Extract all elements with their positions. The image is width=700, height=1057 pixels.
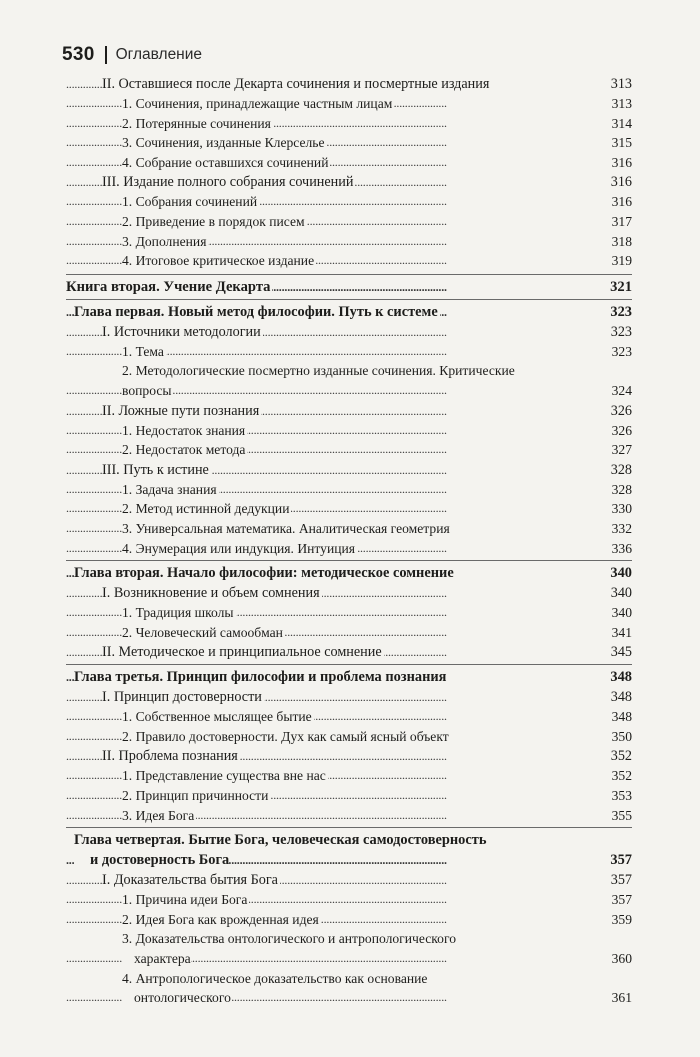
toc-entry-title: 2. Метод истинной дедукции — [122, 501, 290, 517]
toc-entry-sub — [66, 153, 632, 173]
toc-entry-page-number: 348 — [597, 707, 632, 727]
toc-entry-title: 1. Представление существа вне нас — [122, 768, 326, 784]
toc-entry-title: 4. Итоговое критическое издание — [122, 253, 315, 269]
toc-entry-title: 2. Принцип причинности — [122, 788, 269, 804]
toc-entry-title-line2: вопросы — [122, 382, 172, 398]
toc-entry-page-number: 328 — [597, 480, 632, 500]
toc-entry-title: Глава вторая. Начало философии: методическое сомнение — [74, 565, 454, 582]
toc-entry-sub — [66, 480, 632, 500]
toc-entry-title: I. Возникновение и объем сомнения — [102, 585, 320, 602]
toc-entry-title: II. Проблема познания — [102, 748, 238, 765]
toc-entry-sub — [66, 623, 632, 643]
page-header — [62, 44, 202, 66]
toc-entry-page-number: 313 — [597, 74, 632, 94]
toc-entry-sub — [66, 212, 632, 232]
toc-entry-chapter — [66, 560, 632, 583]
toc-entry-page-number: 357 — [597, 890, 632, 910]
toc-entry-page-number: 348 — [597, 687, 632, 707]
toc-entry-section — [66, 322, 632, 342]
toc-entry-page-number: 357 — [597, 870, 632, 890]
toc-entry-title: 2. Приведение в порядок писем — [122, 213, 305, 229]
toc-entry-page-number: 341 — [597, 623, 632, 643]
toc-entry-page-number: 319 — [597, 251, 632, 271]
toc-entry-title: II. Ложные пути познания — [102, 402, 260, 419]
toc-entry-sub — [66, 499, 632, 519]
toc-entry-section — [66, 687, 632, 707]
toc-entry-chapter — [66, 664, 632, 687]
toc-entry-title: 1. Тема — [122, 343, 164, 359]
toc-entry-chapter — [66, 827, 632, 870]
toc-entry-title: 1. Собственное мыслящее бытие — [122, 709, 312, 725]
toc-entry-sub — [66, 539, 632, 559]
toc-entry-page-number: 355 — [597, 806, 632, 826]
toc-entry-title: Книга вторая. Учение Декарта — [66, 278, 271, 295]
toc-entry-page-number: 316 — [597, 153, 632, 173]
toc-entry-title: 1. Причина идеи Бога — [122, 892, 248, 908]
toc-entry-page-number: 361 — [597, 988, 632, 1008]
toc-entry-title: 2. Потерянные сочинения — [122, 115, 271, 131]
toc-entry-title-line1: 4. Антропологическое доказательство как основание — [122, 970, 428, 986]
toc-entry-title-line2: онтологического — [122, 990, 231, 1005]
toc-entry-section — [66, 870, 632, 890]
toc-entry-title: 1. Недостаток знания — [122, 422, 246, 438]
toc-entry-sub — [66, 727, 632, 747]
toc-entry-page-number: 360 — [597, 949, 632, 969]
table-of-contents — [66, 74, 632, 1008]
toc-entry-page-number: 328 — [597, 460, 632, 480]
toc-entry-page-number: 321 — [597, 277, 632, 297]
toc-entry-title: 1. Традиция школы — [122, 605, 234, 621]
toc-entry-title — [122, 969, 598, 1008]
toc-entry-page-number: 348 — [597, 667, 632, 687]
toc-entry-sub — [66, 440, 632, 460]
toc-entry-page-number: 327 — [597, 440, 632, 460]
toc-entry-page-number: 323 — [597, 342, 632, 362]
toc-entry-sub — [66, 786, 632, 806]
toc-entry-page-number: 323 — [597, 322, 632, 342]
toc-entry-title: 2. Идея Бога как врожденная идея — [122, 911, 319, 927]
toc-entry-title: 1. Собрания сочинений — [122, 194, 258, 210]
toc-entry-title: 1. Сочинения, принадлежащие частным лицам — [122, 96, 393, 111]
page-number: 530 — [62, 44, 95, 65]
toc-entry-sub — [66, 806, 632, 826]
toc-entry-title: III. Путь к истине — [102, 461, 209, 478]
toc-entry-page-number: 313 — [597, 94, 632, 114]
toc-entry-page-number: 352 — [597, 766, 632, 786]
toc-entry-title-line2: и достоверность Бога — [74, 852, 229, 868]
toc-entry-page-number: 357 — [597, 850, 632, 870]
toc-entry-title: 1. Задача знания — [122, 481, 217, 497]
toc-entry-title: 3. Идея Бога — [122, 807, 195, 823]
toc-entry-title: Глава третья. Принцип философии и проблема познания — [74, 669, 447, 686]
toc-entry-page-number: 326 — [597, 401, 632, 421]
toc-entry-page-number: 315 — [597, 133, 632, 153]
toc-entry-page-number: 318 — [597, 232, 632, 252]
toc-entry-title: 2. Человеческий самообман — [122, 624, 283, 640]
toc-entry-title-line1: 2. Методологические посмертно изданные сочинения. Критические — [122, 363, 515, 379]
toc-entry-sub — [66, 342, 632, 362]
toc-entry-section — [66, 746, 632, 766]
toc-entry-title: 2. Правило достоверности. Дух как самый ясный объект — [122, 728, 449, 744]
toc-entry-page-number: 316 — [597, 172, 632, 192]
toc-entry-title: II. Методическое и принципиальное сомнение — [102, 644, 382, 661]
toc-entry-title: I. Доказательства бытия Бога — [102, 872, 278, 889]
toc-entry-sub — [66, 519, 632, 539]
toc-entry-sub — [66, 603, 632, 623]
toc-entry-sub — [66, 361, 632, 400]
toc-entry-title: 3. Сочинения, изданные Клерселье — [122, 135, 325, 151]
toc-entry-page-number: 323 — [597, 302, 632, 322]
toc-entry-title: 4. Энумерация или индукция. Интуиция — [122, 540, 356, 556]
toc-entry-page-number: 353 — [597, 786, 632, 806]
toc-entry-page-number: 336 — [597, 539, 632, 559]
toc-entry-title: 4. Собрание оставшихся сочинений — [122, 154, 329, 170]
toc-entry-title — [122, 929, 598, 968]
toc-entry-sub — [66, 192, 632, 212]
toc-entry-sub — [66, 251, 632, 271]
toc-entry-sub — [66, 766, 632, 786]
toc-entry-page-number: 332 — [597, 519, 632, 539]
toc-entry-page-number: 345 — [597, 642, 632, 662]
toc-entry-page-number: 340 — [597, 583, 632, 603]
toc-entry-page-number: 340 — [597, 563, 632, 583]
toc-entry-chapter — [66, 299, 632, 322]
toc-entry-sub — [66, 421, 632, 441]
toc-entry-section — [66, 74, 632, 94]
toc-entry-page-number: 330 — [597, 499, 632, 519]
toc-entry-page-number: 324 — [597, 381, 632, 401]
toc-entry-title: II. Оставшиеся после Декарта сочинения и посмертные издания — [102, 76, 490, 92]
toc-entry-sub — [66, 707, 632, 727]
toc-entry-page-number: 326 — [597, 421, 632, 441]
toc-entry-title: 2. Недостаток метода — [122, 442, 246, 458]
toc-entry-page-number: 314 — [597, 114, 632, 134]
toc-entry-section — [66, 172, 632, 192]
toc-entry-title: I. Источники методологии — [102, 323, 261, 340]
toc-entry-title: 3. Дополнения — [122, 233, 207, 249]
toc-entry-sub — [66, 232, 632, 252]
toc-entry-title: III. Издание полного собрания сочинений — [102, 174, 354, 191]
toc-entry-title: I. Принцип достоверности — [102, 689, 262, 706]
toc-entry-sub — [66, 969, 632, 1008]
toc-entry-title: Глава первая. Новый метод философии. Путь к системе — [74, 303, 438, 320]
toc-entry-page-number: 340 — [597, 603, 632, 623]
toc-entry-page-number: 317 — [597, 212, 632, 232]
toc-entry-sub — [66, 910, 632, 930]
toc-entry-part — [66, 274, 632, 297]
toc-entry-sub — [66, 929, 632, 968]
toc-entry-page-number: 350 — [597, 727, 632, 747]
toc-entry-title — [122, 361, 598, 400]
toc-entry-title: 3. Универсальная математика. Аналитическая геометрия — [122, 520, 450, 536]
toc-entry-page-number: 359 — [597, 910, 632, 930]
toc-entry-page-number: 316 — [597, 192, 632, 212]
toc-entry-title-line1: Глава четвертая. Бытие Бога, человеческая самодостоверность — [74, 832, 487, 849]
toc-entry-sub — [66, 133, 632, 153]
toc-entry-sub — [66, 94, 632, 114]
toc-entry-sub — [66, 890, 632, 910]
toc-entry-section — [66, 401, 632, 421]
toc-entry-sub — [66, 114, 632, 134]
running-title: Оглавление — [115, 46, 203, 63]
toc-entry-section — [66, 460, 632, 480]
toc-entry-title — [74, 830, 598, 870]
header-separator — [105, 46, 107, 64]
toc-entry-section — [66, 583, 632, 603]
toc-entry-page-number: 352 — [597, 746, 632, 766]
toc-entry-title-line1: 3. Доказательства онтологического и антропологического — [122, 931, 457, 947]
toc-entry-title-line2: характера — [122, 951, 191, 966]
toc-entry-section — [66, 642, 632, 662]
